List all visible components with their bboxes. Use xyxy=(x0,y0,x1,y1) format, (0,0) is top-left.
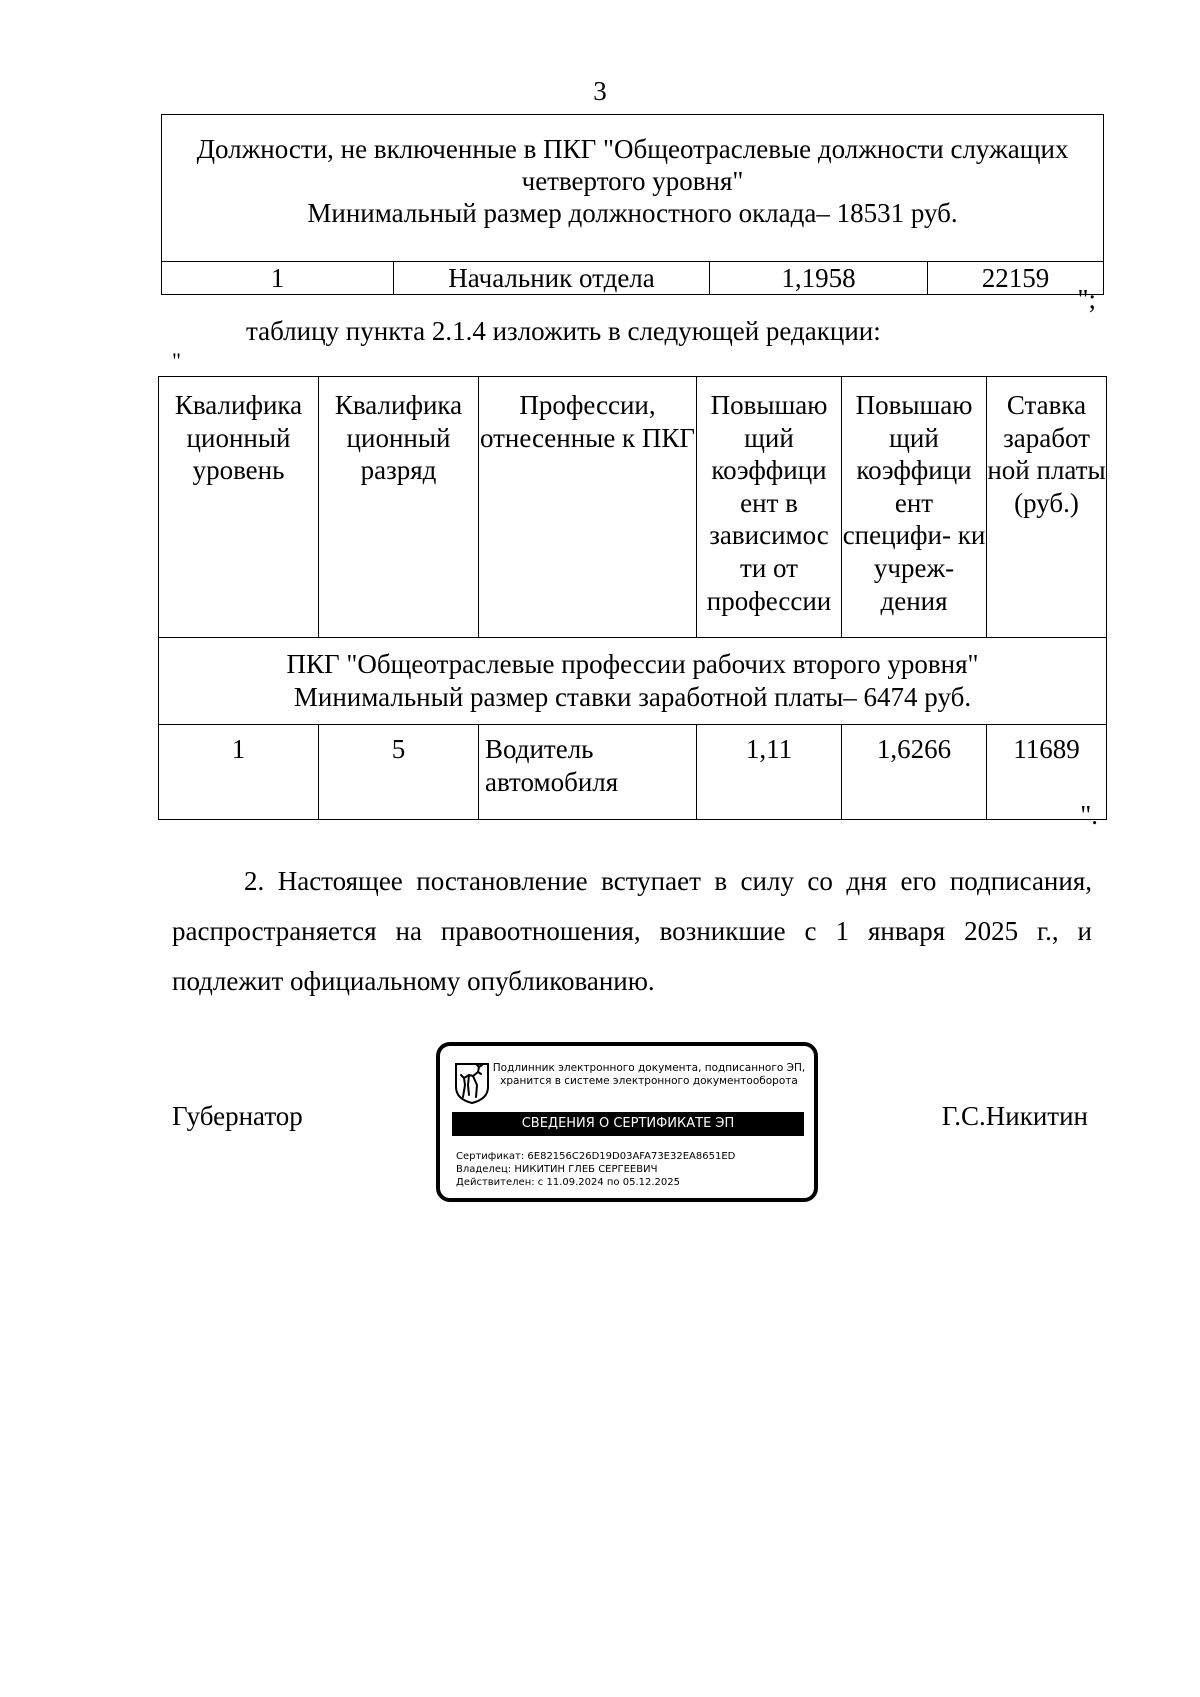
closing-quote: ". xyxy=(1080,800,1098,830)
group-line: Минимальный размер ставки заработной платы– 6474 руб. xyxy=(293,682,972,712)
table-cell: 1 xyxy=(159,725,319,820)
group-line: ПКГ "Общеотраслевые профессии рабочих второго уровня" xyxy=(286,649,979,679)
professions-table xyxy=(158,376,1107,820)
group-row xyxy=(159,638,1107,725)
body-paragraph: 2. Настоящее постановление вступает в силу со дня его подписания, распространяется на правоотношения, возникшие с 1 января 2025 г., и подлежит официальному опубликованию. xyxy=(172,866,1092,996)
certificate-title-bar: СВЕДЕНИЯ О СЕРТИФИКАТЕ ЭП xyxy=(452,1112,804,1136)
column-header: Повышаю щий коэффици ент в зависимос ти от профессии xyxy=(697,377,842,638)
column-header: Ставка заработ ной платы (руб.) xyxy=(987,377,1107,638)
table-cell: Начальник отдела xyxy=(394,262,710,295)
certificate-owner: Владелец: НИКИТИН ГЛЕБ СЕРГЕЕВИЧ xyxy=(456,1164,658,1175)
header-line: четвертого уровня" xyxy=(521,166,744,196)
column-header: Квалифика ционный уровень xyxy=(159,377,319,638)
header-line: Должности, не включенные в ПКГ "Общеотраслевые должности служащих xyxy=(196,134,1069,164)
stamp-line: хранится в системе электронного документооборота xyxy=(500,1075,798,1087)
header-line: Минимальный размер должностного оклада– 18531 руб. xyxy=(307,198,958,228)
table-cell: 11689 xyxy=(987,725,1107,820)
table-row xyxy=(159,725,1107,820)
certificate-number: Сертификат: 6E82156C26D19D03AFA73E32EA8651ED xyxy=(456,1151,736,1162)
table-cell: 5 xyxy=(319,725,479,820)
positions-table-header xyxy=(162,115,1104,262)
table-cell: 1,1958 xyxy=(710,262,928,295)
table-row xyxy=(162,262,1104,295)
lead-text: таблицу пункта 2.1.4 изложить в следующей редакции: xyxy=(246,316,881,346)
signer-position: Губернатор xyxy=(172,1101,303,1131)
table-cell: 1,11 xyxy=(697,725,842,820)
coat-of-arms-icon xyxy=(453,1061,491,1105)
table-cell: 22159 xyxy=(928,262,1104,295)
e-signature-stamp xyxy=(436,1042,818,1202)
column-header: Профессии, отнесенные к ПКГ xyxy=(479,377,697,638)
column-header: Повышаю щий коэффици ент специфи- ки учреж- дения xyxy=(842,377,987,638)
group-cell xyxy=(159,638,1107,725)
positions-table xyxy=(161,114,1104,295)
page-number: 3 xyxy=(593,76,607,106)
stamp-original-note xyxy=(488,1062,810,1088)
opening-quote: " xyxy=(172,348,181,373)
header-row xyxy=(159,377,1107,638)
table-cell: 1,6266 xyxy=(842,725,987,820)
certificate-validity: Действителен: с 11.09.2024 по 05.12.2025 xyxy=(456,1177,680,1188)
stamp-line: Подлинник электронного документа, подписанного ЭП, xyxy=(492,1062,806,1074)
column-header: Квалифика ционный разряд xyxy=(319,377,479,638)
certificate-details xyxy=(456,1150,735,1189)
table-cell: 1 xyxy=(162,262,394,295)
table-cell: Водитель автомобиля xyxy=(479,725,697,820)
closing-quote: "; xyxy=(1077,284,1096,314)
signer-name: Г.С.Никитин xyxy=(941,1101,1088,1131)
